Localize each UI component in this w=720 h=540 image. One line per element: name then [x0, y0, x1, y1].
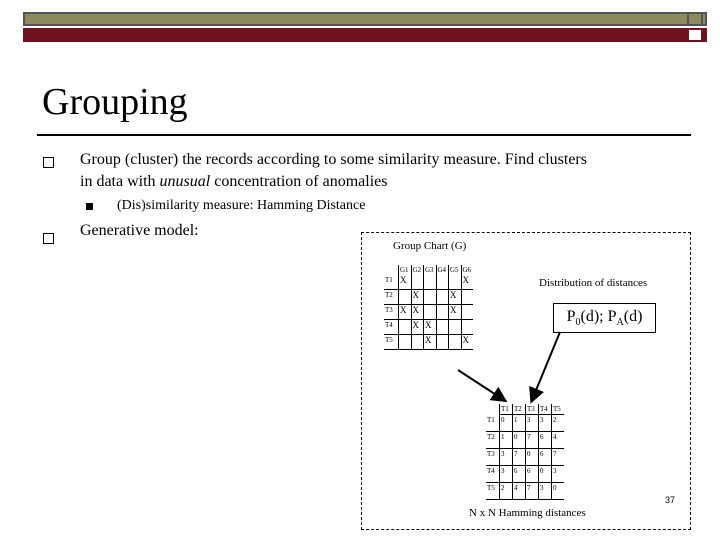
hamming-column-header: T3: [525, 404, 538, 415]
hamming-cell: 2: [551, 415, 564, 432]
arrow-chart-to-matrix: [458, 370, 504, 400]
square-bullet-icon: [43, 233, 54, 244]
group-chart-cell: X: [423, 320, 436, 335]
hamming-cell: 4: [551, 432, 564, 449]
hamming-cell: 7: [525, 432, 538, 449]
hamming-column-header: T1: [499, 404, 512, 415]
hamming-cell: 6: [525, 466, 538, 483]
page-number: 37: [665, 495, 676, 505]
hamming-matrix: [486, 404, 576, 500]
hamming-column-header: T5: [551, 404, 564, 415]
formula-p0: P: [566, 308, 576, 325]
group-chart-row-label: T5: [384, 335, 398, 350]
hamming-caption: N x N Hamming distances: [469, 507, 586, 519]
hamming-cell: 3: [525, 415, 538, 432]
filled-square-bullet-icon: [86, 203, 93, 210]
hamming-row-label: T3: [486, 449, 499, 466]
group-chart-column-header: G5: [450, 266, 459, 274]
bullet-1-text: [80, 149, 680, 193]
group-chart-column-header: G1: [400, 266, 409, 274]
top-decoration-bar: [23, 12, 707, 42]
bullet-1-line-1: Group (cluster) the records according to some similarity measure. Find clusters: [80, 151, 587, 168]
bullet-2-text: Generative model:: [80, 222, 199, 239]
group-chart-cell: [436, 290, 449, 305]
hamming-cell: 6: [512, 466, 525, 483]
hamming-cell: 0: [512, 432, 525, 449]
group-chart-cell: X: [411, 305, 424, 320]
top-bar-right-square-white: [687, 28, 703, 42]
top-bar-olive: [23, 12, 707, 26]
hamming-cell: 6: [538, 449, 551, 466]
hamming-column-header: T4: [538, 404, 551, 415]
group-chart-cell: X: [461, 275, 474, 290]
group-chart-cell: X: [448, 305, 461, 320]
hamming-cell: 3: [551, 466, 564, 483]
group-chart-cell: [398, 290, 411, 305]
hamming-cell: 7: [512, 449, 525, 466]
group-chart-cell: [398, 335, 411, 350]
group-chart-column-header: G6: [462, 266, 472, 274]
formula-sub-a: A: [616, 317, 624, 329]
hamming-cell: 7: [525, 483, 538, 500]
group-chart-column-header: G2: [412, 266, 422, 274]
hamming-cell: 1: [512, 415, 525, 432]
hamming-cell: 7: [551, 449, 564, 466]
bullet-1-line-2-pre: in data with: [80, 173, 160, 190]
formula-mid: (d); P: [580, 308, 617, 325]
hamming-cell: 2: [499, 483, 512, 500]
hamming-cell: 1: [499, 432, 512, 449]
formula-end: (d): [623, 308, 643, 325]
group-chart-cell: X: [411, 320, 424, 335]
formula-sub-0: 0: [575, 317, 581, 329]
distribution-label: Distribution of distances: [539, 277, 648, 289]
top-bar-dark: [23, 28, 707, 42]
slide-title: Grouping: [42, 81, 188, 123]
group-chart-cell: X: [398, 275, 411, 290]
group-chart-cell: [448, 275, 461, 290]
hamming-row-label: T5: [486, 483, 499, 500]
bullet-1-line-2-post: concentration of anomalies: [210, 173, 388, 190]
group-chart-row-label: T4: [384, 320, 398, 335]
group-chart-cell: [436, 275, 449, 290]
hamming-cell: 3: [538, 483, 551, 500]
hamming-row-label: T2: [486, 432, 499, 449]
arrows: [420, 330, 580, 410]
group-chart-column-header: G4: [437, 266, 447, 274]
hamming-cell: 6: [538, 432, 551, 449]
group-chart-cell: X: [423, 335, 436, 350]
group-chart-cell: [411, 275, 424, 290]
group-chart-cell: [461, 290, 474, 305]
group-chart-cell: [423, 275, 436, 290]
hamming-cell: 3: [499, 466, 512, 483]
group-chart-cell: X: [398, 305, 411, 320]
hamming-cell: 3: [499, 449, 512, 466]
group-chart-cell: X: [411, 290, 424, 305]
hamming-row-label: T1: [486, 415, 499, 432]
group-chart-row-label: T3: [384, 305, 398, 320]
group-chart-title: Group Chart (G): [393, 240, 467, 252]
group-chart-row-label: T1: [384, 275, 398, 290]
sub-bullet-text: (Dis)similarity measure: Hamming Distance: [117, 198, 366, 213]
group-chart-cell: X: [461, 335, 474, 350]
group-chart-cell: X: [448, 290, 461, 305]
hamming-cell: 4: [512, 483, 525, 500]
hamming-column-header: T2: [512, 404, 525, 415]
hamming-cell: 0: [551, 483, 564, 500]
hamming-cell: 3: [538, 415, 551, 432]
arrow-distribution-to-matrix: [532, 332, 560, 400]
hamming-row-label: T4: [486, 466, 499, 483]
distribution-formula: [553, 303, 656, 333]
group-chart-row-label: T2: [384, 290, 398, 305]
bullet-1-emphasis: unusual: [159, 173, 211, 190]
group-chart-column-header: G3: [425, 266, 434, 274]
group-chart-cell: [436, 305, 449, 320]
hamming-cell: 0: [499, 415, 512, 432]
group-chart-cell: [423, 290, 436, 305]
hamming-cell: 0: [525, 449, 538, 466]
hamming-cell: 0: [538, 466, 551, 483]
title-rule: [37, 134, 691, 136]
bullet-1-line-2: [80, 171, 680, 193]
group-chart-cell: [398, 320, 411, 335]
group-chart-cell: [461, 305, 474, 320]
square-bullet-icon: [43, 157, 54, 168]
group-chart-cell: [423, 305, 436, 320]
top-bar-right-square-olive: [687, 12, 703, 26]
